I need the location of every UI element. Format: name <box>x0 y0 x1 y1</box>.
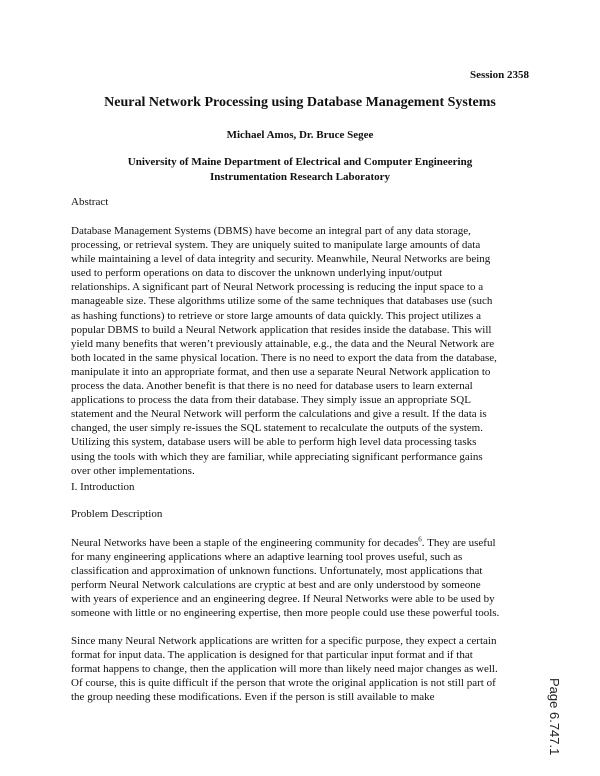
abstract-line: both located in the same physical location. There is no need to export the data from the database, <box>71 351 497 364</box>
paragraph-line: Of course, this is quite difficult if the person that wrote the original application is not still part of <box>71 677 496 690</box>
intro-line: with years of experience and an engineering degree. If Neural Networks were able to be used by <box>71 593 495 606</box>
paper-title: Neural Network Processing using Database Management Systems <box>104 95 496 110</box>
abstract-line: while maintaining a level of data integrity and security. Meanwhile, Neural Networks are being <box>71 253 491 266</box>
intro-line-tail: . They are useful <box>421 537 496 549</box>
abstract-line: processing, or retrieval system. They are uniquely suited to manipulate large amounts of data <box>71 239 481 252</box>
intro-line: classification and approximation of unknown functions. Unfortunately, most applications that <box>71 565 483 578</box>
affiliation-line: Instrumentation Research Laboratory <box>209 171 391 183</box>
abstract-line: applications to process the data from their database. They simply issue an appropriate SQL <box>71 394 471 407</box>
citation-superscript: 6 <box>418 535 422 544</box>
paragraph-line: the group needing these modifications. Even if the person is still available to make <box>71 691 435 704</box>
abstract-line: manipulate it into an appropriate format, and then use a separate Neural Network application to <box>71 365 491 378</box>
session-number: Session 2358 <box>470 69 529 81</box>
abstract-heading: Abstract <box>71 196 109 208</box>
abstract-line: popular DBMS to build a Neural Network application that resides inside the database. This will <box>71 323 492 336</box>
intro-line <box>71 536 541 550</box>
paragraph-line: format happens to change, then the application will more than likely need major changes as well. <box>71 663 498 676</box>
abstract-line: process the data. Another benefit is that there is no need for database users to learn external <box>71 380 473 393</box>
abstract-line: used to perform operations on data to discover the unknown underlying input/output <box>71 267 443 280</box>
paragraph-line: Since many Neural Network applications are written for a specific purpose, they expect a certain <box>71 635 497 647</box>
abstract-line: as hashing functions) to retrieve or store large amounts of data quickly. This project utilizes a <box>71 309 482 322</box>
intro-line: someone with little or no engineering expertise, then more people could use these powerful tools. <box>71 607 500 620</box>
intro-line: perform Neural Network calculations are cryptic at best and are only understood by someone <box>71 579 481 592</box>
abstract-line: using the tools with which they are familiar, while appreciating significant performance gains <box>71 450 483 463</box>
subsection-heading: Problem Description <box>71 508 163 520</box>
intro-line-text: Neural Networks have been a staple of the engineering community for decades <box>71 537 419 549</box>
abstract-line: manageable size. These algorithms utilize some of the same techniques that databases use (such <box>71 295 493 308</box>
intro-paragraph <box>71 536 541 621</box>
paragraph-line: format for input data. The application is designed for that particular input format and if that <box>71 649 473 662</box>
abstract-line: Database Management Systems (DBMS) have become an integral part of any data storage, <box>71 225 471 237</box>
problem-paragraph <box>71 634 541 704</box>
paper-authors: Michael Amos, Dr. Bruce Segee <box>226 129 374 141</box>
section-heading: I. Introduction <box>71 481 135 493</box>
abstract-line: statement and the Neural Network will perform the calculations and give a result. If the data is <box>71 408 487 421</box>
page-number-label: Page 6.747.1 <box>547 678 562 756</box>
affiliation-line: University of Maine Department of Electrical and Computer Engineering <box>127 156 473 168</box>
abstract-line: relationships. A significant part of Neural Network processing is reducing the input space to a <box>71 281 484 294</box>
intro-line: for many engineering applications where an adaptive learning tool proves useful, such as <box>71 551 463 564</box>
abstract-line: Utilizing this system, database users will be able to perform high level data processing tasks <box>71 436 477 449</box>
abstract-line: yield many benefits that weren’t previously attainable, e.g., the data and the Neural Network are <box>71 337 495 350</box>
affiliation <box>0 155 600 185</box>
abstract-line: over other implementations. <box>71 464 195 477</box>
abstract-body <box>71 224 541 478</box>
abstract-line: changed, the user simply re-issues the SQL statement to recalculate the outputs of the system. <box>71 422 483 435</box>
